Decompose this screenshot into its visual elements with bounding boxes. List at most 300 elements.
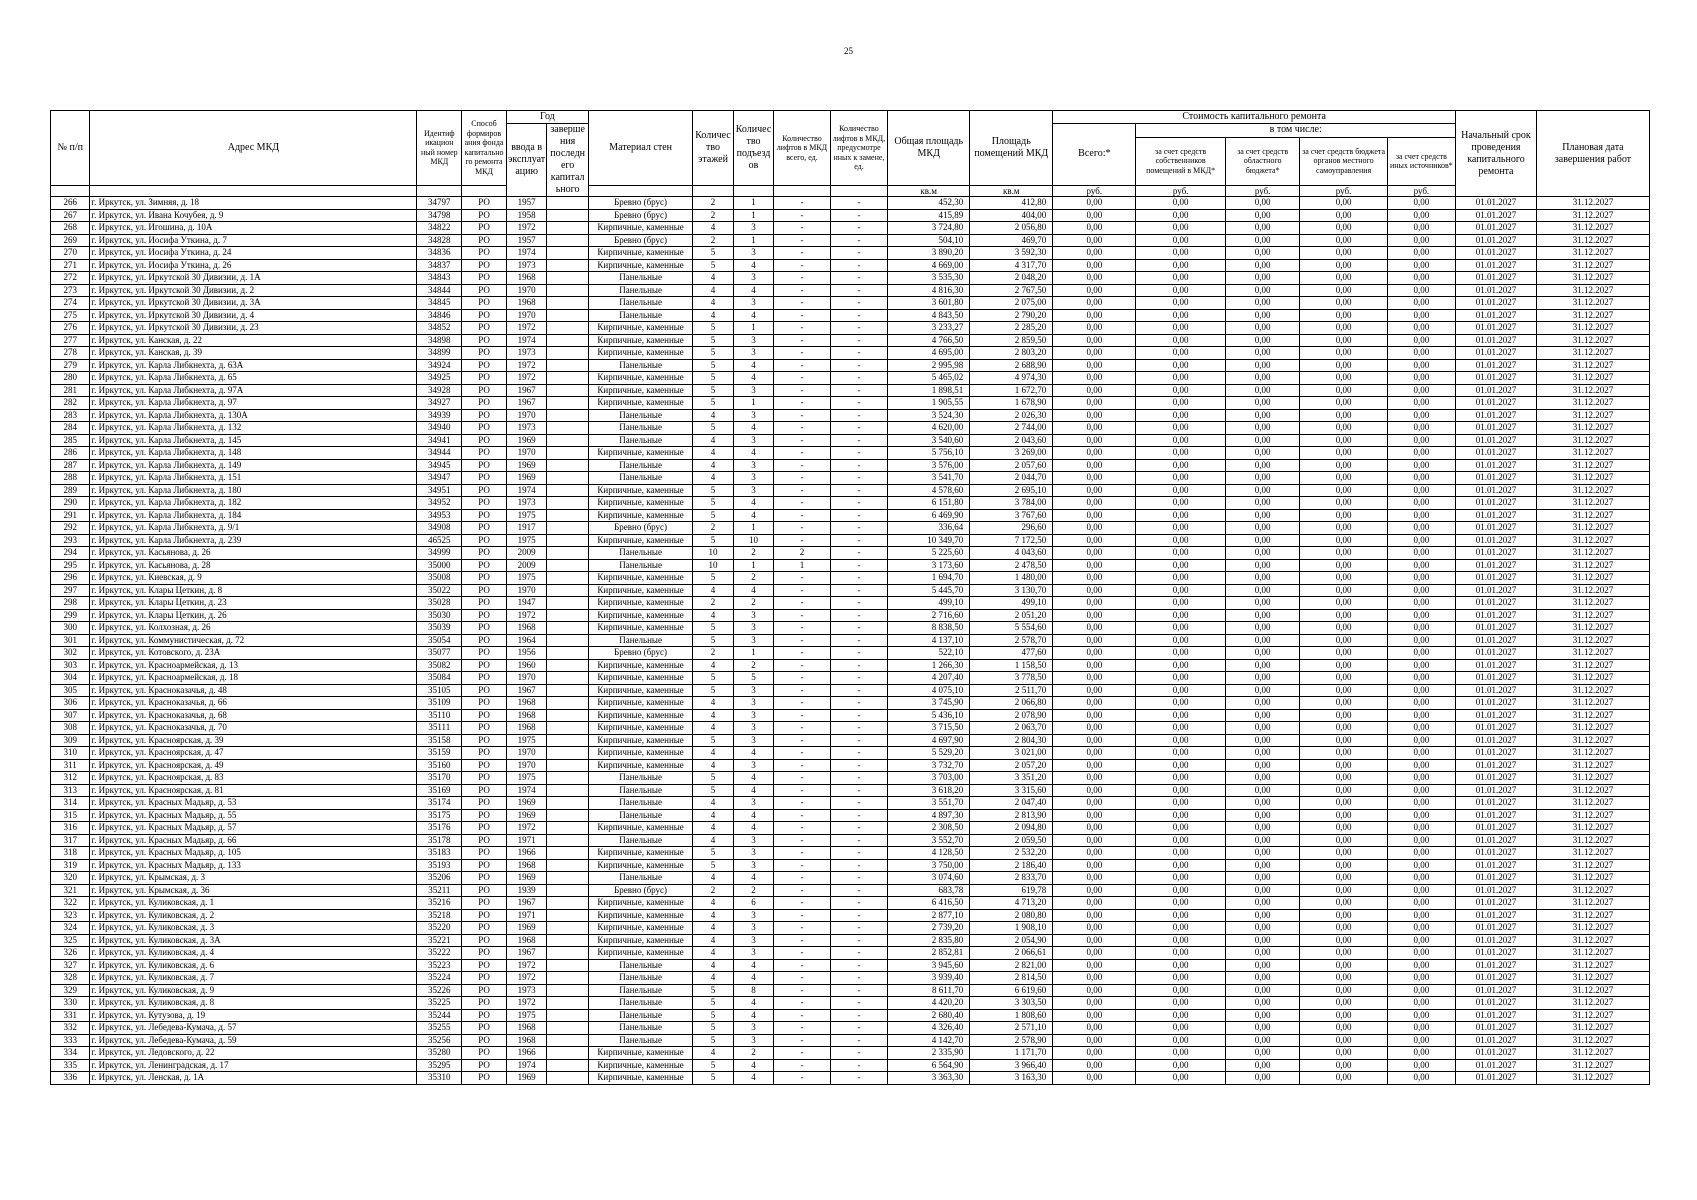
row-premises-area: 2 063,70 [970, 722, 1053, 735]
row-lifts-replace: - [830, 559, 888, 572]
row-walls: Кирпичные, каменные [588, 397, 692, 410]
row-fund: РО [462, 497, 507, 510]
row-entrances: 4 [733, 784, 773, 797]
row-address: г. Иркутск, ул. Куликовская, д. 7 [90, 972, 417, 985]
row-lifts: - [774, 509, 830, 522]
row-fund: РО [462, 197, 507, 210]
row-end: 31.12.2027 [1536, 434, 1649, 447]
row-fund: РО [462, 709, 507, 722]
row-premises-area: 2 578,90 [970, 1034, 1053, 1047]
row-entrances: 3 [733, 909, 773, 922]
table-row [51, 209, 1650, 222]
row-floors: 4 [693, 972, 733, 985]
row-start: 01.01.2027 [1455, 472, 1536, 485]
row-start: 01.01.2027 [1455, 622, 1536, 635]
row-lifts: - [774, 897, 830, 910]
row-floors: 5 [693, 984, 733, 997]
row-cost-local: 0,00 [1300, 197, 1387, 210]
row-entrances: 3 [733, 634, 773, 647]
row-id: 35022 [417, 584, 462, 597]
row-cost-regional: 0,00 [1225, 797, 1300, 810]
row-premises-area: 2 532,20 [970, 847, 1053, 860]
row-cost-other: 0,00 [1387, 497, 1455, 510]
row-floors: 4 [693, 809, 733, 822]
row-cost-other: 0,00 [1387, 584, 1455, 597]
row-cost-owners: 0,00 [1136, 1034, 1225, 1047]
row-premises-area: 2 767,50 [970, 284, 1053, 297]
row-year-commission: 1973 [506, 422, 546, 435]
row-entrances: 2 [733, 659, 773, 672]
table-row [51, 359, 1650, 372]
row-cost-other: 0,00 [1387, 597, 1455, 610]
row-id: 34947 [417, 472, 462, 485]
row-floors: 5 [693, 397, 733, 410]
row-cost-total: 0,00 [1053, 722, 1136, 735]
row-cost-regional: 0,00 [1225, 897, 1300, 910]
row-premises-area: 499,10 [970, 597, 1053, 610]
row-id: 34951 [417, 484, 462, 497]
row-cost-total: 0,00 [1053, 284, 1136, 297]
row-entrances: 3 [733, 334, 773, 347]
row-lifts-replace: - [830, 684, 888, 697]
row-cost-regional: 0,00 [1225, 247, 1300, 260]
row-lifts-replace: - [830, 847, 888, 860]
row-num: 335 [51, 1059, 90, 1072]
row-total-area: 3 732,70 [888, 759, 970, 772]
row-num: 307 [51, 709, 90, 722]
row-id: 35220 [417, 922, 462, 935]
unit-cell [733, 185, 773, 196]
row-end: 31.12.2027 [1536, 647, 1649, 660]
row-floors: 4 [693, 272, 733, 285]
row-end: 31.12.2027 [1536, 209, 1649, 222]
row-cost-owners: 0,00 [1136, 472, 1225, 485]
row-num: 273 [51, 284, 90, 297]
row-lifts-replace: - [830, 647, 888, 660]
row-start: 01.01.2027 [1455, 447, 1536, 460]
row-cost-other: 0,00 [1387, 434, 1455, 447]
row-fund: РО [462, 997, 507, 1010]
row-num: 309 [51, 734, 90, 747]
row-id: 34925 [417, 372, 462, 385]
row-fund: РО [462, 272, 507, 285]
row-address: г. Иркутск, ул. Ленская, д. 1А [90, 1072, 417, 1085]
row-end: 31.12.2027 [1536, 809, 1649, 822]
row-year-last-repair [547, 1072, 589, 1085]
row-premises-area: 2 478,50 [970, 559, 1053, 572]
row-id: 35169 [417, 784, 462, 797]
row-start: 01.01.2027 [1455, 997, 1536, 1010]
row-start: 01.01.2027 [1455, 1022, 1536, 1035]
row-year-last-repair [547, 359, 589, 372]
row-start: 01.01.2027 [1455, 972, 1536, 985]
row-lifts-replace: - [830, 234, 888, 247]
row-fund: РО [462, 772, 507, 785]
row-year-last-repair [547, 897, 589, 910]
row-end: 31.12.2027 [1536, 884, 1649, 897]
row-walls: Панельные [588, 809, 692, 822]
row-lifts-replace: - [830, 859, 888, 872]
row-cost-other: 0,00 [1387, 747, 1455, 760]
row-cost-regional: 0,00 [1225, 759, 1300, 772]
row-entrances: 3 [733, 709, 773, 722]
row-cost-total: 0,00 [1053, 434, 1136, 447]
row-walls: Кирпичные, каменные [588, 322, 692, 335]
row-walls: Кирпичные, каменные [588, 722, 692, 735]
row-total-area: 1 898,51 [888, 384, 970, 397]
row-fund: РО [462, 759, 507, 772]
row-year-commission: 1972 [506, 959, 546, 972]
unit-area-premises: кв.м [970, 185, 1053, 196]
row-num: 333 [51, 1034, 90, 1047]
row-premises-area: 2 821,00 [970, 959, 1053, 972]
row-address: г. Иркутск, ул. Красных Мадьяр, д. 57 [90, 822, 417, 835]
row-entrances: 3 [733, 947, 773, 960]
row-num: 321 [51, 884, 90, 897]
row-year-last-repair [547, 997, 589, 1010]
row-start: 01.01.2027 [1455, 809, 1536, 822]
row-cost-local: 0,00 [1300, 922, 1387, 935]
row-year-last-repair [547, 372, 589, 385]
row-premises-area: 2 804,30 [970, 734, 1053, 747]
row-id: 35225 [417, 997, 462, 1010]
row-cost-regional: 0,00 [1225, 459, 1300, 472]
row-end: 31.12.2027 [1536, 847, 1649, 860]
row-walls: Панельные [588, 834, 692, 847]
row-cost-local: 0,00 [1300, 684, 1387, 697]
row-fund: РО [462, 884, 507, 897]
row-cost-regional: 0,00 [1225, 747, 1300, 760]
row-fund: РО [462, 472, 507, 485]
row-entrances: 1 [733, 209, 773, 222]
row-cost-regional: 0,00 [1225, 209, 1300, 222]
row-year-commission: 1973 [506, 497, 546, 510]
row-id: 35109 [417, 697, 462, 710]
row-premises-area: 1 908,10 [970, 922, 1053, 935]
row-entrances: 2 [733, 597, 773, 610]
row-cost-local: 0,00 [1300, 584, 1387, 597]
row-year-last-repair [547, 397, 589, 410]
row-address: г. Иркутск, ул. Красноказачья, д. 70 [90, 722, 417, 735]
row-entrances: 10 [733, 534, 773, 547]
row-num: 272 [51, 272, 90, 285]
row-lifts: - [774, 372, 830, 385]
row-id: 34999 [417, 547, 462, 560]
row-end: 31.12.2027 [1536, 909, 1649, 922]
row-cost-total: 0,00 [1053, 772, 1136, 785]
row-id: 46525 [417, 534, 462, 547]
table-row [51, 322, 1650, 335]
row-address: г. Иркутск, ул. Иосифа Уткина, д. 26 [90, 259, 417, 272]
row-cost-regional: 0,00 [1225, 784, 1300, 797]
row-lifts: - [774, 1022, 830, 1035]
row-total-area: 4 142,70 [888, 1034, 970, 1047]
row-cost-local: 0,00 [1300, 634, 1387, 647]
row-year-last-repair [547, 647, 589, 660]
row-start: 01.01.2027 [1455, 784, 1536, 797]
row-num: 288 [51, 472, 90, 485]
row-year-commission: 1972 [506, 609, 546, 622]
row-floors: 4 [693, 659, 733, 672]
row-year-commission: 1957 [506, 197, 546, 210]
row-cost-owners: 0,00 [1136, 522, 1225, 535]
row-num: 312 [51, 772, 90, 785]
row-end: 31.12.2027 [1536, 559, 1649, 572]
row-end: 31.12.2027 [1536, 1047, 1649, 1060]
table-row [51, 309, 1650, 322]
row-cost-regional: 0,00 [1225, 409, 1300, 422]
row-year-commission: 1973 [506, 984, 546, 997]
row-premises-area: 3 130,70 [970, 584, 1053, 597]
row-start: 01.01.2027 [1455, 534, 1536, 547]
col-num: № п/п [51, 111, 90, 186]
row-floors: 4 [693, 834, 733, 847]
table-row [51, 284, 1650, 297]
row-end: 31.12.2027 [1536, 222, 1649, 235]
row-end: 31.12.2027 [1536, 247, 1649, 260]
row-total-area: 4 137,10 [888, 634, 970, 647]
row-lifts-replace: - [830, 197, 888, 210]
row-end: 31.12.2027 [1536, 922, 1649, 935]
row-start: 01.01.2027 [1455, 847, 1536, 860]
table-row [51, 1072, 1650, 1085]
row-cost-other: 0,00 [1387, 397, 1455, 410]
row-entrances: 2 [733, 572, 773, 585]
row-cost-other: 0,00 [1387, 197, 1455, 210]
row-cost-other: 0,00 [1387, 534, 1455, 547]
row-premises-area: 3 778,50 [970, 672, 1053, 685]
row-walls: Панельные [588, 872, 692, 885]
row-num: 317 [51, 834, 90, 847]
row-entrances: 3 [733, 434, 773, 447]
row-num: 301 [51, 634, 90, 647]
row-num: 274 [51, 297, 90, 310]
row-num: 329 [51, 984, 90, 997]
row-cost-regional: 0,00 [1225, 509, 1300, 522]
row-cost-other: 0,00 [1387, 1059, 1455, 1072]
row-cost-total: 0,00 [1053, 1059, 1136, 1072]
row-cost-owners: 0,00 [1136, 347, 1225, 360]
row-lifts-replace: - [830, 472, 888, 485]
row-cost-local: 0,00 [1300, 1072, 1387, 1085]
row-floors: 5 [693, 259, 733, 272]
row-total-area: 3 939,40 [888, 972, 970, 985]
row-cost-regional: 0,00 [1225, 697, 1300, 710]
row-cost-owners: 0,00 [1136, 697, 1225, 710]
row-year-commission: 1969 [506, 459, 546, 472]
row-total-area: 3 945,60 [888, 959, 970, 972]
row-address: г. Иркутск, ул. Иркутской 30 Дивизии, д. 4 [90, 309, 417, 322]
row-total-area: 452,30 [888, 197, 970, 210]
row-address: г. Иркутск, ул. Карла Либкнехта, д. 180 [90, 484, 417, 497]
row-premises-area: 2 080,80 [970, 909, 1053, 922]
row-lifts: - [774, 247, 830, 260]
row-cost-total: 0,00 [1053, 997, 1136, 1010]
row-fund: РО [462, 522, 507, 535]
row-address: г. Иркутск, ул. Киевская, д. 9 [90, 572, 417, 585]
row-walls: Кирпичные, каменные [588, 909, 692, 922]
table-row [51, 884, 1650, 897]
row-floors: 2 [693, 197, 733, 210]
row-lifts: - [774, 459, 830, 472]
row-cost-other: 0,00 [1387, 547, 1455, 560]
row-cost-total: 0,00 [1053, 509, 1136, 522]
row-cost-regional: 0,00 [1225, 872, 1300, 885]
row-cost-owners: 0,00 [1136, 359, 1225, 372]
row-fund: РО [462, 259, 507, 272]
row-year-last-repair [547, 222, 589, 235]
row-cost-total: 0,00 [1053, 759, 1136, 772]
row-start: 01.01.2027 [1455, 1072, 1536, 1085]
row-address: г. Иркутск, ул. Красных Мадьяр, д. 105 [90, 847, 417, 860]
row-lifts: - [774, 234, 830, 247]
row-cost-owners: 0,00 [1136, 1022, 1225, 1035]
row-year-commission: 1975 [506, 572, 546, 585]
row-cost-total: 0,00 [1053, 647, 1136, 660]
row-end: 31.12.2027 [1536, 872, 1649, 885]
row-premises-area: 2 578,70 [970, 634, 1053, 647]
row-cost-owners: 0,00 [1136, 772, 1225, 785]
table-row [51, 659, 1650, 672]
row-cost-local: 0,00 [1300, 697, 1387, 710]
row-year-commission: 1973 [506, 347, 546, 360]
row-year-last-repair [547, 934, 589, 947]
row-lifts: - [774, 322, 830, 335]
row-lifts-replace: - [830, 634, 888, 647]
table-row [51, 672, 1650, 685]
row-entrances: 3 [733, 697, 773, 710]
row-cost-local: 0,00 [1300, 534, 1387, 547]
row-cost-local: 0,00 [1300, 1009, 1387, 1022]
row-year-last-repair [547, 722, 589, 735]
row-fund: РО [462, 284, 507, 297]
row-cost-owners: 0,00 [1136, 934, 1225, 947]
row-end: 31.12.2027 [1536, 472, 1649, 485]
row-lifts: - [774, 434, 830, 447]
row-end: 31.12.2027 [1536, 272, 1649, 285]
row-cost-local: 0,00 [1300, 709, 1387, 722]
row-num: 296 [51, 572, 90, 585]
row-end: 31.12.2027 [1536, 709, 1649, 722]
row-entrances: 3 [733, 622, 773, 635]
row-lifts-replace: - [830, 434, 888, 447]
row-lifts: - [774, 534, 830, 547]
row-address: г. Иркутск, ул. Ледовского, д. 22 [90, 1047, 417, 1060]
row-fund: РО [462, 1009, 507, 1022]
row-id: 35176 [417, 822, 462, 835]
row-id: 34928 [417, 384, 462, 397]
row-cost-total: 0,00 [1053, 697, 1136, 710]
row-premises-area: 2 048,20 [970, 272, 1053, 285]
row-start: 01.01.2027 [1455, 759, 1536, 772]
row-cost-regional: 0,00 [1225, 259, 1300, 272]
row-cost-regional: 0,00 [1225, 722, 1300, 735]
row-end: 31.12.2027 [1536, 297, 1649, 310]
row-walls: Кирпичные, каменные [588, 222, 692, 235]
row-fund: РО [462, 584, 507, 597]
row-start: 01.01.2027 [1455, 234, 1536, 247]
row-cost-total: 0,00 [1053, 797, 1136, 810]
row-cost-regional: 0,00 [1225, 447, 1300, 460]
row-address: г. Иркутск, ул. Красноярская, д. 81 [90, 784, 417, 797]
row-cost-regional: 0,00 [1225, 972, 1300, 985]
row-cost-other: 0,00 [1387, 634, 1455, 647]
row-start: 01.01.2027 [1455, 959, 1536, 972]
row-walls: Кирпичные, каменные [588, 347, 692, 360]
row-cost-regional: 0,00 [1225, 809, 1300, 822]
row-floors: 4 [693, 897, 733, 910]
row-address: г. Иркутск, ул. Красных Мадьяр, д. 133 [90, 859, 417, 872]
row-floors: 5 [693, 497, 733, 510]
row-floors: 5 [693, 1072, 733, 1085]
row-id: 34837 [417, 259, 462, 272]
row-entrances: 4 [733, 1059, 773, 1072]
row-walls: Панельные [588, 459, 692, 472]
row-entrances: 4 [733, 497, 773, 510]
row-year-last-repair [547, 484, 589, 497]
table-row [51, 259, 1650, 272]
row-lifts: - [774, 1034, 830, 1047]
row-fund: РО [462, 572, 507, 585]
row-walls: Кирпичные, каменные [588, 372, 692, 385]
row-lifts: - [774, 647, 830, 660]
row-total-area: 1 266,30 [888, 659, 970, 672]
row-cost-local: 0,00 [1300, 384, 1387, 397]
row-end: 31.12.2027 [1536, 547, 1649, 560]
table-row [51, 984, 1650, 997]
row-num: 332 [51, 1022, 90, 1035]
row-premises-area: 2 044,70 [970, 472, 1053, 485]
row-start: 01.01.2027 [1455, 334, 1536, 347]
row-end: 31.12.2027 [1536, 322, 1649, 335]
row-address: г. Иркутск, ул. Крымская, д. 36 [90, 884, 417, 897]
row-floors: 2 [693, 234, 733, 247]
row-cost-local: 0,00 [1300, 1059, 1387, 1072]
row-year-commission: 1971 [506, 909, 546, 922]
row-lifts-replace: - [830, 247, 888, 260]
row-fund: РО [462, 972, 507, 985]
col-entrances: Количес тво подъезд ов [733, 111, 773, 186]
row-year-commission: 1968 [506, 1022, 546, 1035]
row-end: 31.12.2027 [1536, 597, 1649, 610]
table-row [51, 247, 1650, 260]
row-floors: 4 [693, 959, 733, 972]
row-entrances: 4 [733, 997, 773, 1010]
row-cost-regional: 0,00 [1225, 359, 1300, 372]
row-premises-area: 2 066,80 [970, 697, 1053, 710]
row-num: 294 [51, 547, 90, 560]
table-header [51, 111, 1650, 197]
table-row [51, 459, 1650, 472]
row-cost-other: 0,00 [1387, 509, 1455, 522]
row-floors: 4 [693, 947, 733, 960]
row-year-commission: 1974 [506, 1059, 546, 1072]
table-row [51, 872, 1650, 885]
row-floors: 5 [693, 684, 733, 697]
row-fund: РО [462, 247, 507, 260]
row-lifts-replace: - [830, 959, 888, 972]
row-premises-area: 2 047,40 [970, 797, 1053, 810]
row-year-commission: 1975 [506, 509, 546, 522]
row-year-last-repair [547, 709, 589, 722]
row-cost-owners: 0,00 [1136, 534, 1225, 547]
row-id: 34797 [417, 197, 462, 210]
row-lifts: - [774, 309, 830, 322]
row-cost-local: 0,00 [1300, 297, 1387, 310]
table-row [51, 197, 1650, 210]
row-year-commission: 1974 [506, 784, 546, 797]
row-end: 31.12.2027 [1536, 459, 1649, 472]
